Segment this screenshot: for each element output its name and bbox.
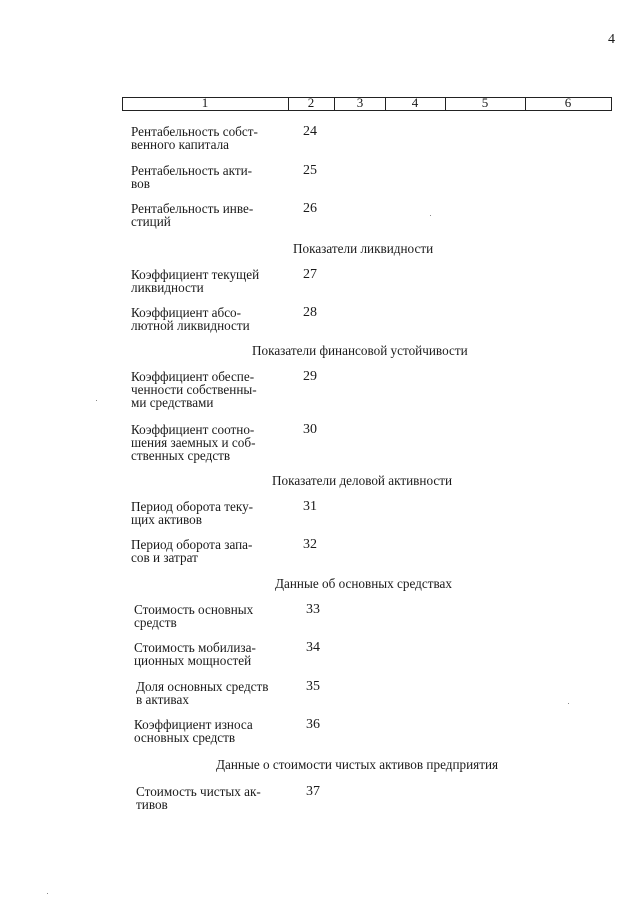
section-heading-financial-stability: Показатели финансовой устойчивости (252, 343, 468, 358)
row-code: 36 (306, 717, 320, 732)
section-heading-fixed-assets: Данные об основных средствах (275, 576, 452, 591)
row-code: 25 (303, 163, 317, 178)
section-heading-business-activity: Показатели деловой активности (272, 473, 453, 488)
row-code: 28 (303, 305, 317, 320)
table-row-label: Коэффициент обеспе- ченности собственны- ми средствами (131, 369, 257, 410)
table-row-label: Стоимость мобилиза- ционных мощностей (134, 640, 256, 668)
table-row-label: Коэффициент абсо- лютной ликвидности (131, 305, 250, 333)
table-header-row (122, 97, 614, 113)
row-code: 32 (303, 537, 317, 552)
column-divider (385, 97, 386, 111)
page-number: 4 (608, 32, 615, 47)
row-code: 34 (306, 640, 320, 655)
table-row-label: Период оборота теку- щих активов (131, 499, 254, 527)
column-header-1: 1 (201, 95, 209, 110)
column-divider (334, 97, 335, 111)
row-code: 35 (306, 679, 320, 694)
row-code: 33 (306, 602, 320, 617)
table-row-label: Стоимость основных средств (134, 602, 254, 630)
column-divider (445, 97, 446, 111)
table-row-label: Рентабельность акти- вов (131, 163, 253, 191)
table-row-label: Коэффициент соотно- шения заемных и соб- ственных средств (131, 422, 256, 463)
row-code: 29 (303, 369, 317, 384)
table-row-label: Рентабельность собст- венного капитала (131, 124, 258, 152)
row-code: 37 (306, 784, 320, 799)
table-row-label: Доля основных средств в активах (136, 679, 269, 707)
table-row-label: Период оборота запа- сов и затрат (131, 537, 253, 565)
column-divider (288, 97, 289, 111)
table-row-label: Рентабельность инве- стиций (131, 201, 254, 229)
section-heading-net-assets: Данные о стоимости чистых активов предприятия (216, 757, 499, 772)
row-code: 30 (303, 422, 317, 437)
section-heading-liquidity: Показатели ликвидности (293, 241, 434, 256)
row-code: 26 (303, 201, 317, 216)
table-row-label: Коэффициент текущей ликвидности (131, 267, 260, 295)
table-row-label: Коэффициент износа основных средств (134, 717, 253, 745)
row-code: 27 (303, 267, 317, 282)
column-header-6: 6 (564, 95, 572, 110)
scan-speck (96, 400, 97, 401)
scan-speck (568, 703, 569, 704)
column-header-3: 3 (356, 95, 364, 110)
table-row-label: Стоимость чистых ак- тивов (136, 784, 261, 812)
column-divider (525, 97, 526, 111)
scan-speck (430, 215, 431, 216)
column-header-4: 4 (411, 95, 419, 110)
column-header-2: 2 (307, 95, 315, 110)
scan-speck (47, 893, 48, 894)
row-code: 31 (303, 499, 317, 514)
column-header-5: 5 (481, 95, 489, 110)
row-code: 24 (303, 124, 317, 139)
